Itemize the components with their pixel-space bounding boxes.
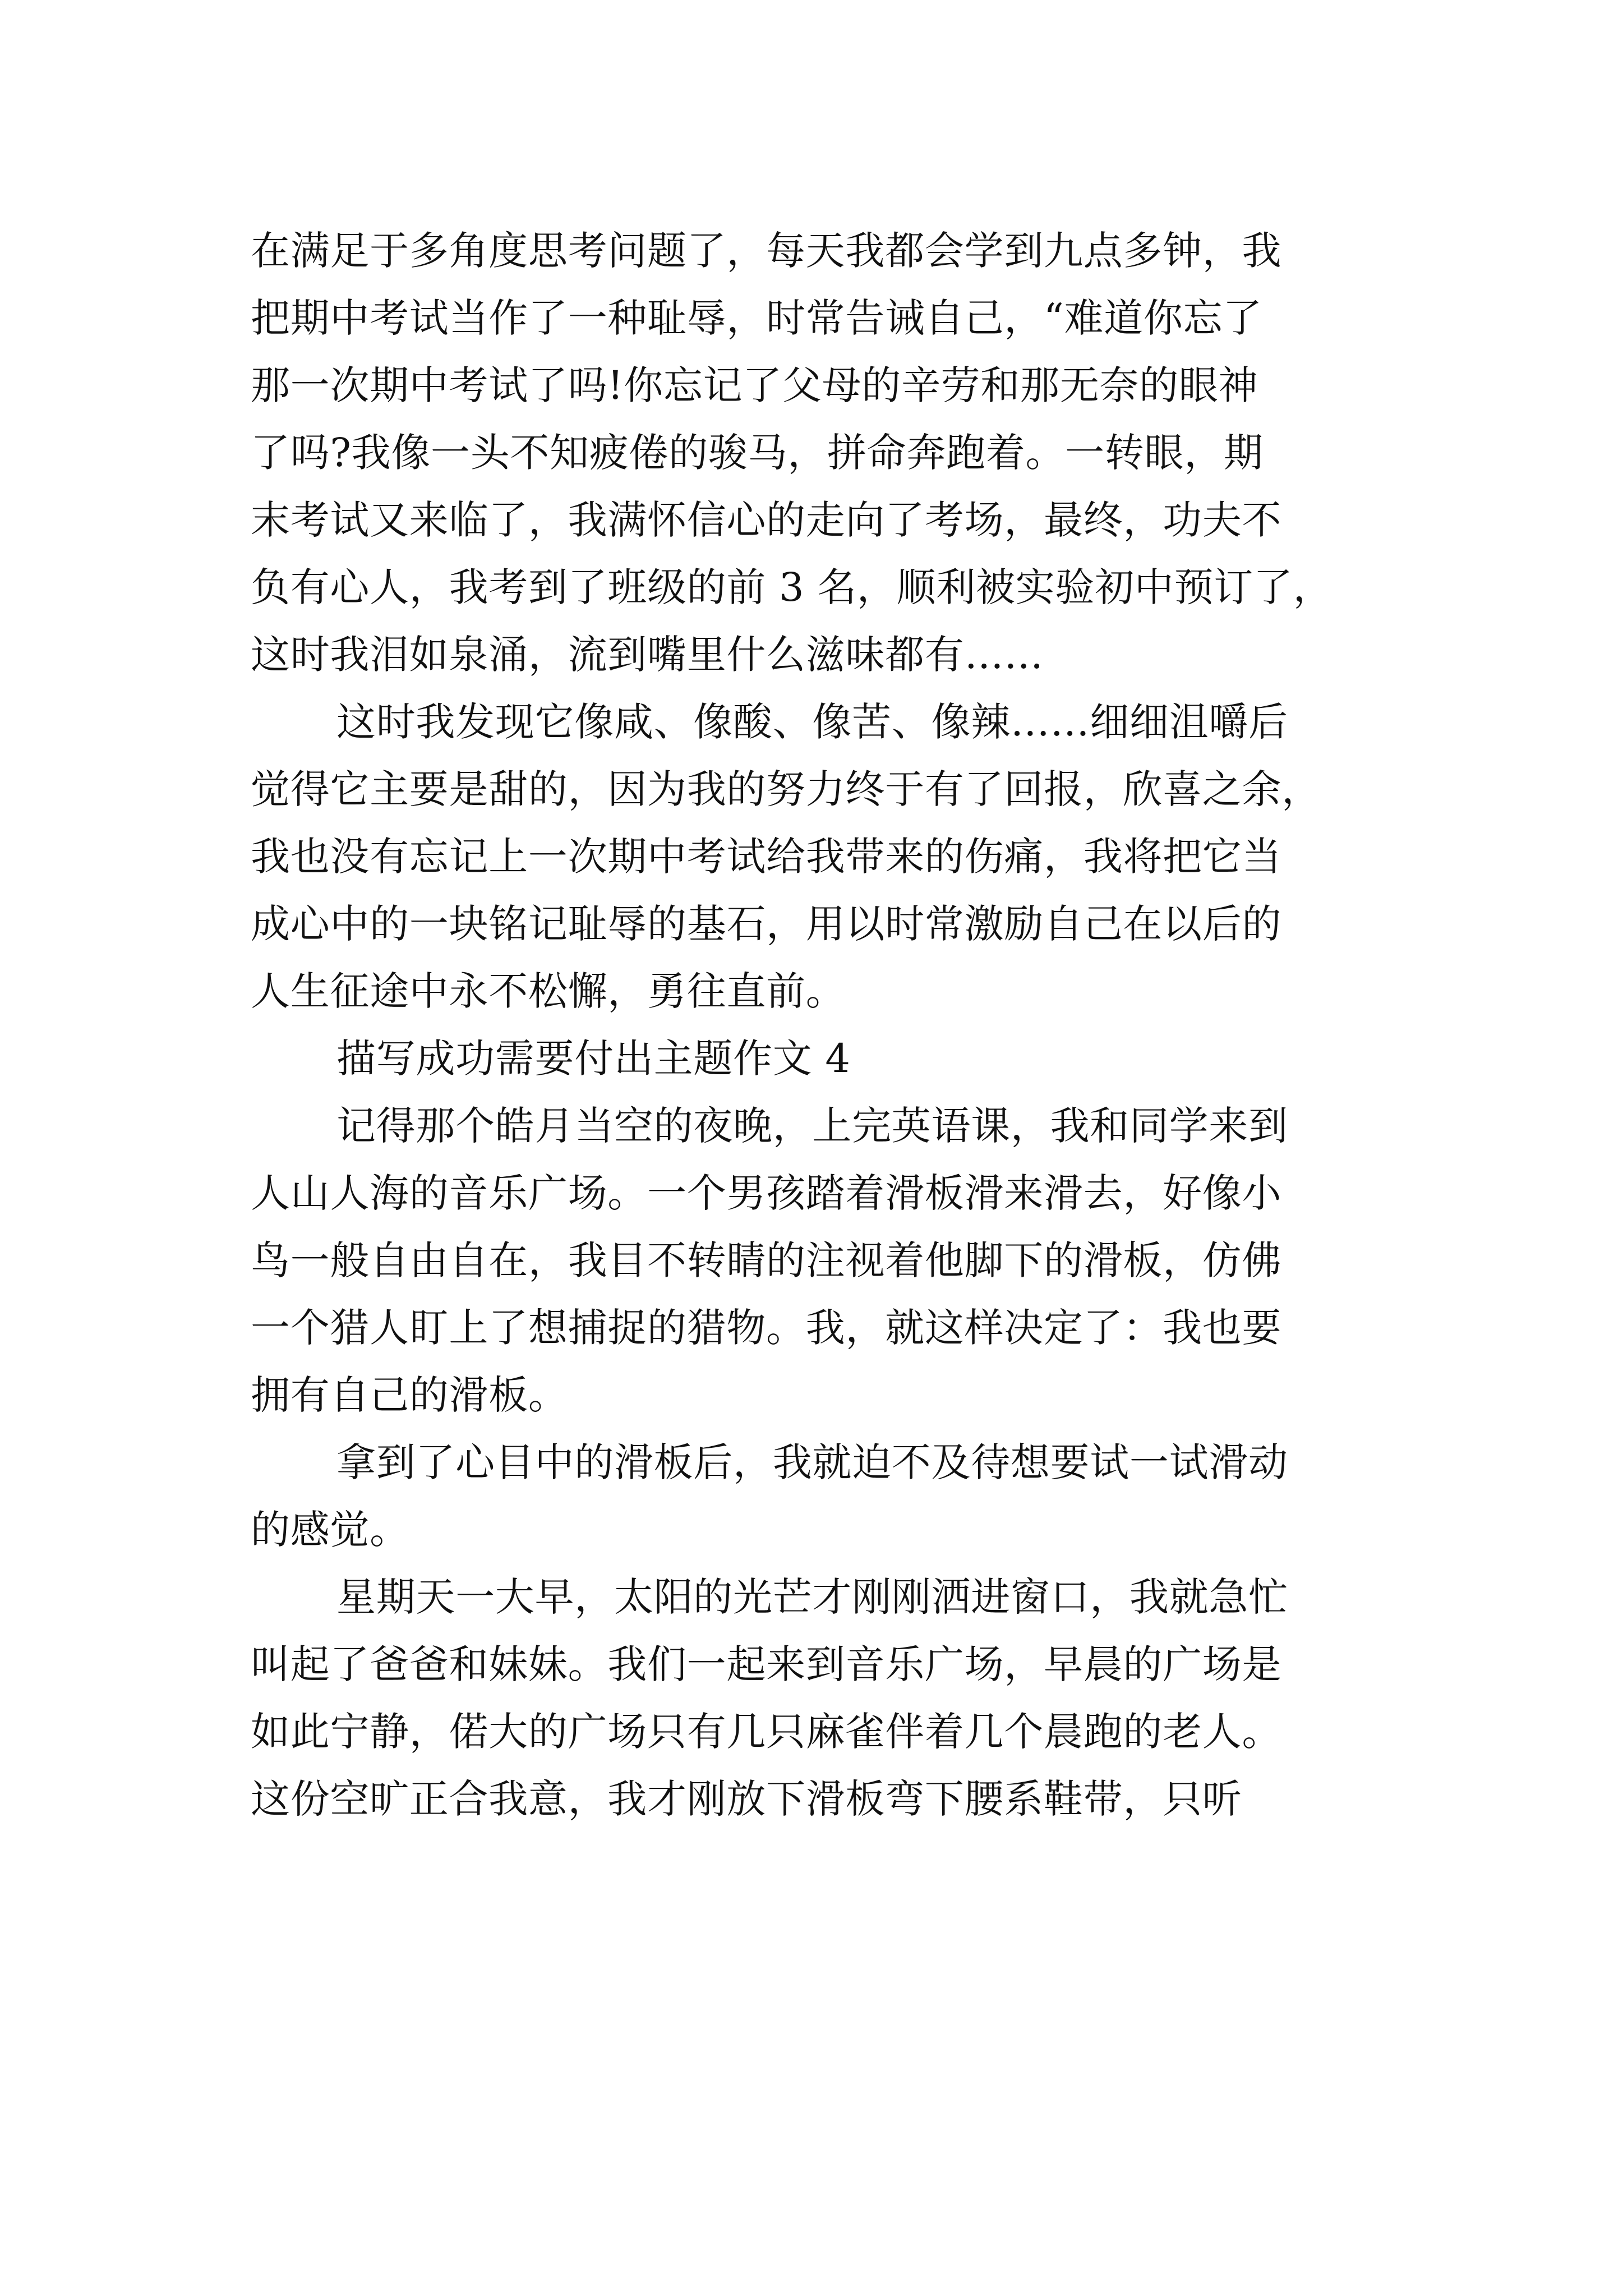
section-heading: 描写成功需要付出主题作文 4 — [336, 1036, 851, 1082]
paragraph-first-line: 拿到了心目中的滑板后，我就迫不及待想要试一试滑动 — [336, 1439, 1288, 1485]
text-line: 鸟一般自由自在，我目不转睛的注视着他脚下的滑板，仿佛 — [251, 1237, 1282, 1283]
text-line: 成心中的一块铭记耻辱的基石，用以时常激励自己在以后的 — [251, 901, 1282, 947]
text-line: 把期中考试当作了一种耻辱，时常告诫自己，“难道你忘了 — [251, 295, 1262, 341]
text-line: 负有心人，我考到了班级的前 3 名，顺利被实验初中预订了， — [251, 564, 1333, 610]
text-line: 的感觉。 — [251, 1507, 409, 1553]
paragraph-first-line: 星期天一大早，太阳的光芒才刚刚洒进窗口，我就急忙 — [336, 1574, 1288, 1620]
text-line: 人生征途中永不松懈，勇往直前。 — [251, 968, 846, 1014]
text-line: 觉得它主要是甜的，因为我的努力终于有了回报，欣喜之余， — [251, 766, 1321, 812]
text-line: 末考试又来临了，我满怀信心的走向了考场，最终，功夫不 — [251, 497, 1282, 543]
text-line: 那一次期中考试了吗!你忘记了父母的辛劳和那无奈的眼神 — [251, 362, 1258, 408]
text-line: 如此宁静，偌大的广场只有几只麻雀伴着几个晨跑的老人。 — [251, 1709, 1282, 1755]
text-line: 这时我泪如泉涌，流到嘴里什么滋味都有…… — [251, 632, 1044, 678]
text-line: 在满足于多角度思考问题了，每天我都会学到九点多钟，我 — [251, 228, 1282, 274]
text-line: 人山人海的音乐广场。一个男孩踏着滑板滑来滑去，好像小 — [251, 1170, 1282, 1216]
text-line: 一个猎人盯上了想捕捉的猎物。我，就这样决定了：我也要 — [251, 1305, 1282, 1351]
text-line: 拥有自己的滑板。 — [251, 1372, 568, 1418]
paragraph-first-line: 这时我发现它像咸、像酸、像苦、像辣……细细沮嚼后 — [336, 699, 1288, 745]
text-line: 我也没有忘记上一次期中考试给我带来的伤痛，我将把它当 — [251, 834, 1282, 880]
paragraph-first-line: 记得那个皓月当空的夜晚，上完英语课，我和同学来到 — [336, 1103, 1288, 1149]
text-line: 叫起了爸爸和妹妹。我们一起来到音乐广场，早晨的广场是 — [251, 1641, 1282, 1687]
text-line: 这份空旷正合我意，我才刚放下滑板弯下腰系鞋带，只听 — [251, 1776, 1242, 1822]
text-line: 了吗?我像一头不知疲倦的骏马，拼命奔跑着。一转眼，期 — [251, 430, 1264, 476]
